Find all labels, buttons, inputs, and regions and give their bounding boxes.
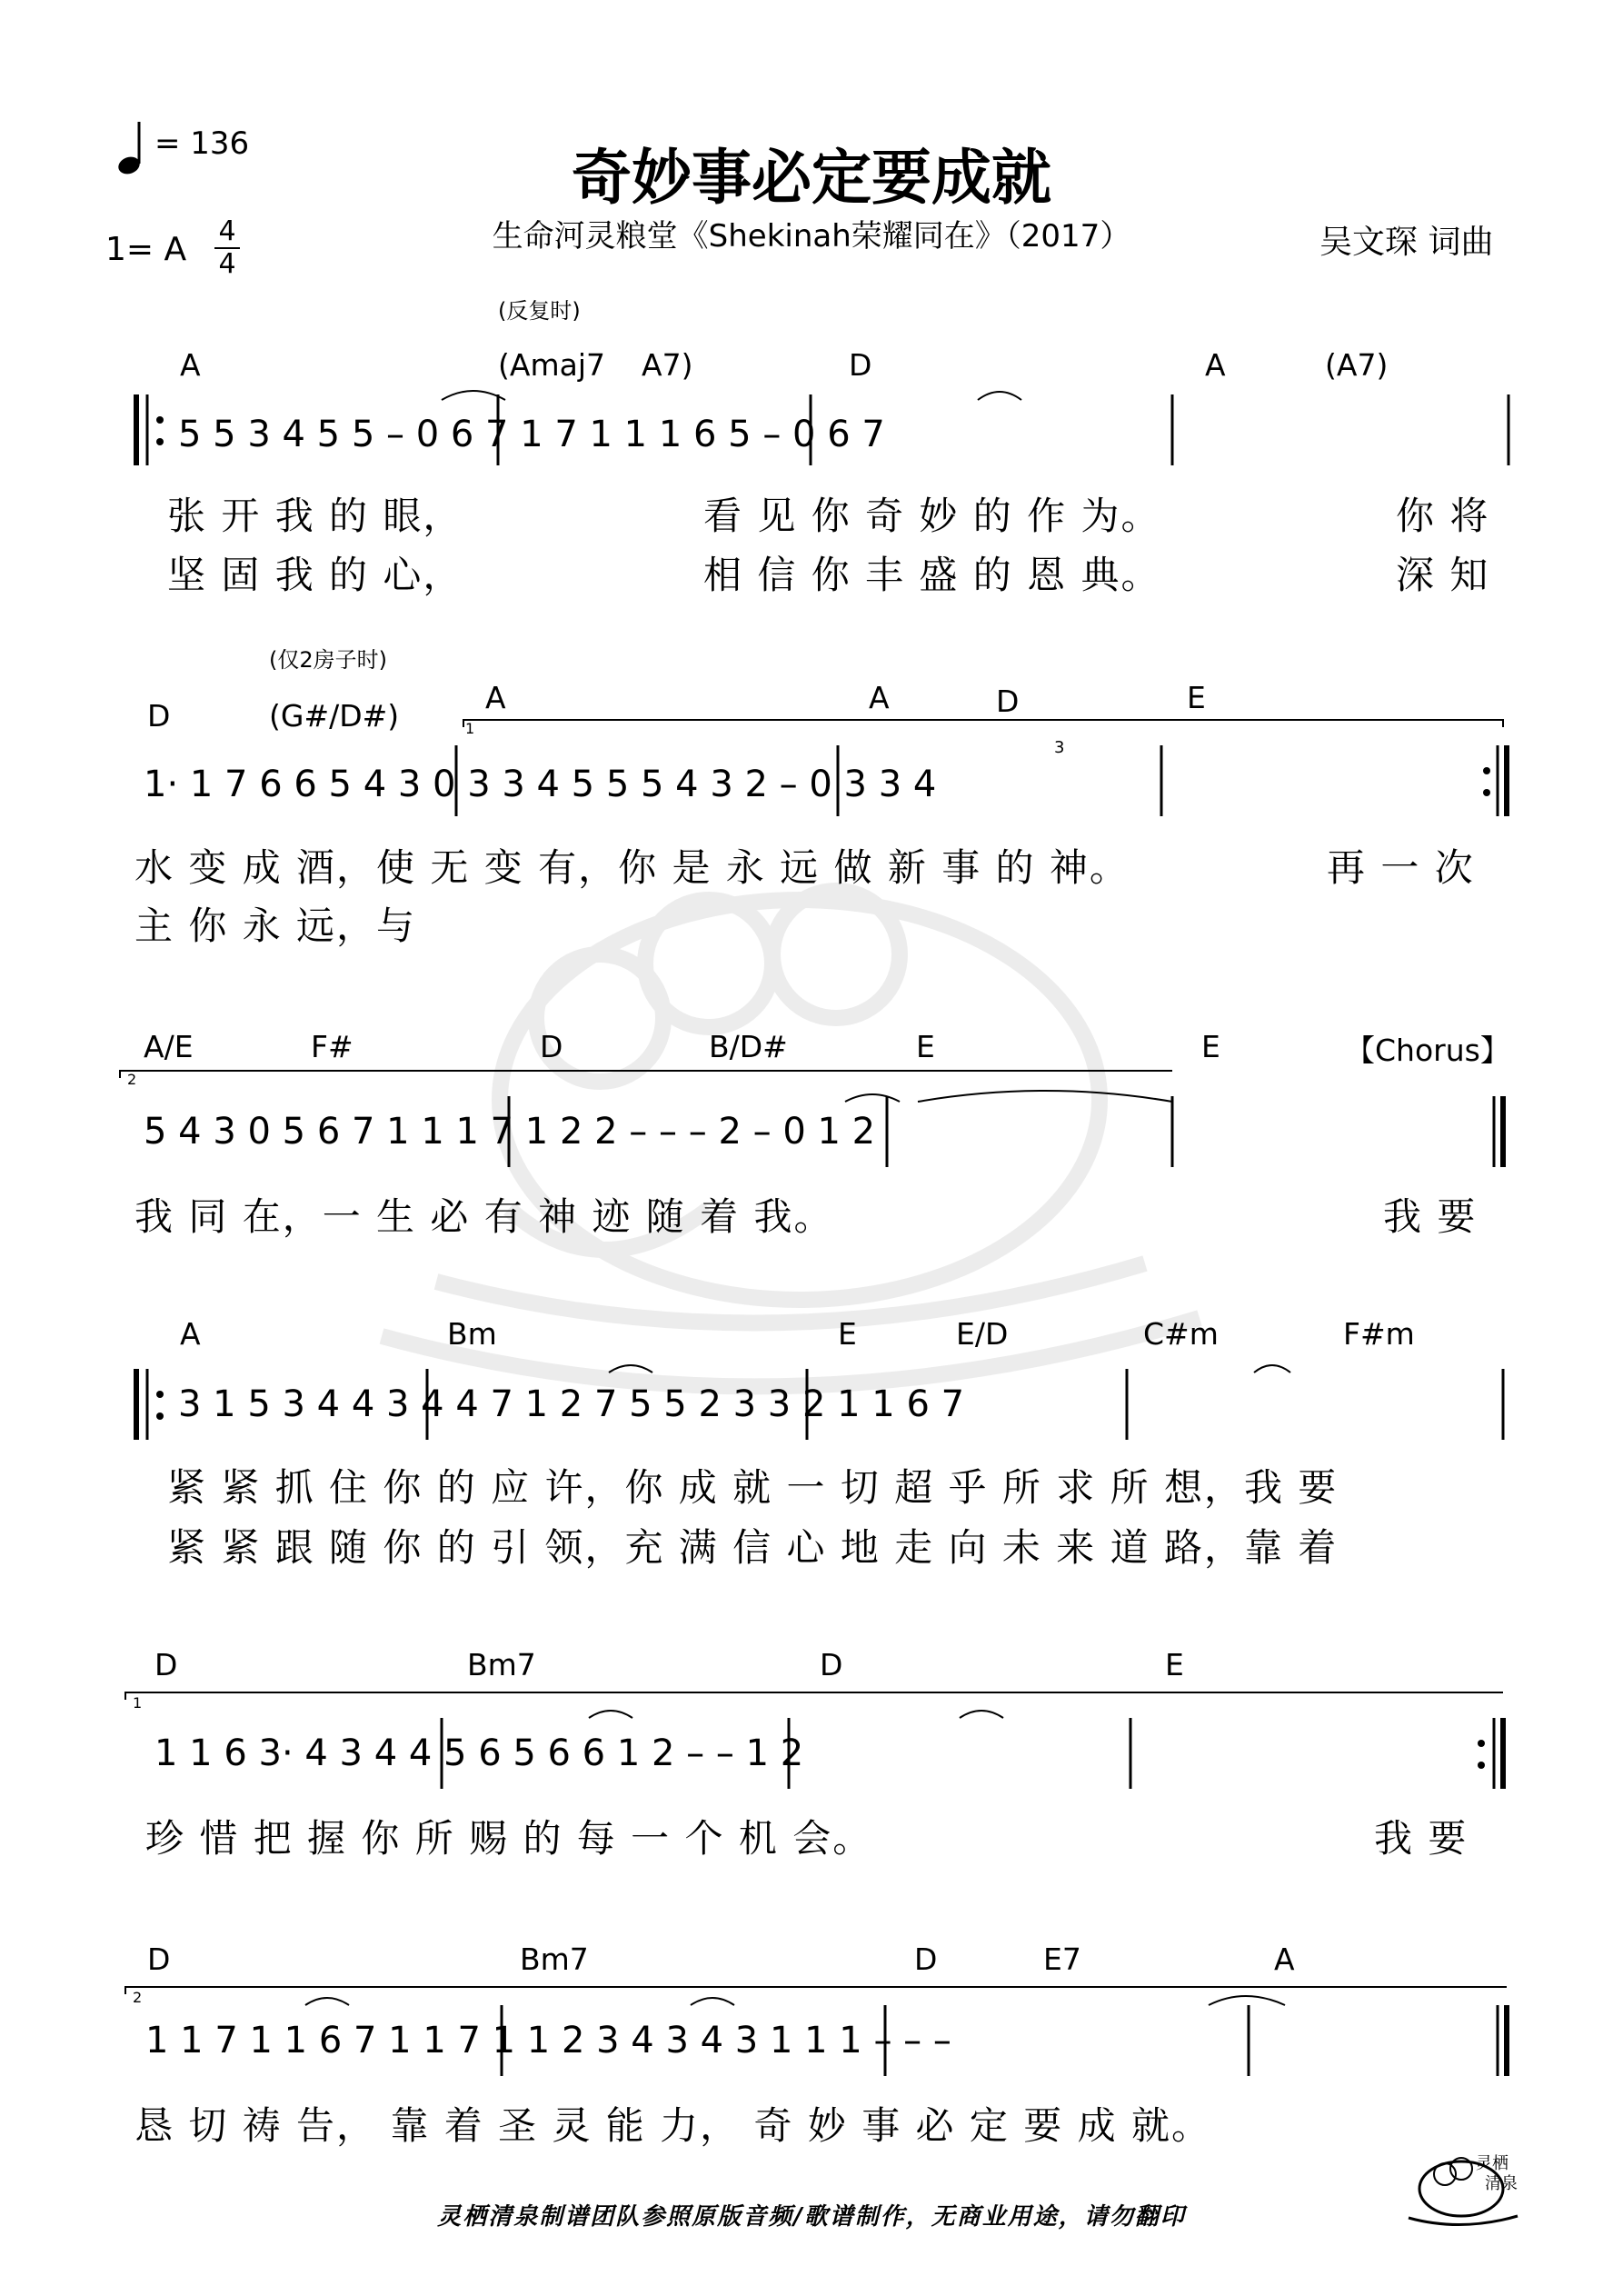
chord: B/D# <box>709 1029 788 1064</box>
logo-text-2: 清泉 <box>1485 2174 1518 2193</box>
chord: A <box>1274 1942 1295 1977</box>
page-title: 奇妙事必定要成就 <box>572 143 1051 213</box>
notes-line: 1 1 7 1 1 6 7 1 1 7 1 1 2 3 4 3 4 3 1 1 1 – – – <box>145 2020 951 2061</box>
volta-number: 2 <box>133 1989 143 2006</box>
chord: D <box>147 698 171 734</box>
lyrics-line: 主 你 永 远，与 <box>134 903 417 948</box>
chord: E <box>1165 1647 1184 1682</box>
footer-note: 灵栖清泉制谱团队参照原版音频/歌谱制作，无商业用途，请勿翻印 <box>437 2203 1186 2231</box>
chord: C#m <box>1143 1316 1219 1352</box>
section-label-chorus: 【Chorus】 <box>1345 1033 1510 1068</box>
time-top: 4 <box>218 215 236 247</box>
lyrics-line: 深 知 <box>1396 553 1490 597</box>
chord: F#m <box>1343 1316 1415 1352</box>
lyrics-line: 张 开 我 的 眼， <box>167 494 463 538</box>
notes-line: 3 1 5 3 4 4 3 4 4 7 1 2 7 5 5 2 3 3 2 1 1 6 7 <box>178 1383 965 1425</box>
lyrics-line: 相 信 你 丰 盛 的 恩 典。 <box>703 553 1161 597</box>
volta-number: 2 <box>127 1071 137 1088</box>
lyrics-line: 紧 紧 抓 住 你 的 应 许，你 成 就 一 切 超 乎 所 求 所 想，我 要 <box>167 1465 1339 1510</box>
key-signature: 1= A <box>105 231 187 268</box>
chord: A <box>1205 347 1226 383</box>
lyrics-line: 珍 惜 把 握 你 所 赐 的 每 一 个 机 会。 <box>145 1816 873 1861</box>
lyrics-line: 看 见 你 奇 妙 的 作 为。 <box>703 494 1161 538</box>
lamb-logo-icon <box>1390 2138 1527 2238</box>
lyrics-line: 水 变 成 酒，使 无 变 有，你 是 永 远 做 新 事 的 神。 <box>134 845 1130 890</box>
lyrics-line: 我 同 在，一 生 必 有 神 迹 随 着 我。 <box>134 1194 834 1239</box>
annotation: (仅2房子时) <box>269 647 387 673</box>
chord: F# <box>311 1029 353 1064</box>
chord: Bm7 <box>520 1942 589 1977</box>
chord: (A7) <box>1325 347 1389 383</box>
triplet-number: 3 <box>1054 738 1065 757</box>
lyrics-line: 再 一 次 <box>1327 845 1475 890</box>
chord: E <box>1201 1029 1220 1064</box>
tempo: = 136 <box>154 125 250 162</box>
chord: D <box>147 1942 171 1977</box>
chord: Bm7 <box>467 1647 536 1682</box>
chord: D <box>849 347 872 383</box>
chord: E/D <box>956 1316 1009 1352</box>
lyrics-line: 坚 固 我 的 心， <box>167 553 463 597</box>
lyrics-line: 紧 紧 跟 随 你 的 引 领，充 满 信 心 地 走 向 未 来 道 路，靠 着 <box>167 1525 1339 1570</box>
annotation: (反复时) <box>498 298 581 324</box>
chord: A <box>180 1316 201 1352</box>
chord: A7) <box>642 347 693 383</box>
time-bottom: 4 <box>214 247 240 280</box>
chord: A <box>869 680 890 715</box>
chord: D <box>154 1647 178 1682</box>
chord: E <box>1187 680 1206 715</box>
lyrics-line: 恳 切 祷 告， 靠 着 圣 灵 能 力， 奇 妙 事 必 定 要 成 就。 <box>134 2103 1211 2148</box>
chord: D <box>820 1647 843 1682</box>
chord: A <box>180 347 201 383</box>
chord: Bm <box>447 1316 497 1352</box>
notes-line: 1 1 6 3· 4 3 4 4 5 6 5 6 6 1 2 – – 1 2 <box>154 1732 804 1774</box>
composer: 吴文琛 词曲 <box>1319 224 1494 261</box>
chord: E <box>838 1316 857 1352</box>
lyrics-line: 我 要 <box>1374 1816 1469 1861</box>
volta-number: 1 <box>133 1694 143 1712</box>
subtitle: 生命河灵粮堂《Shekinah荣耀同在》（2017） <box>492 218 1131 255</box>
chord: D <box>540 1029 563 1064</box>
logo-text-1: 灵栖 <box>1476 2154 1508 2173</box>
notes-line: 1· 1 7 6 6 5 4 3 0 3 3 4 5 5 5 4 3 2 – 0 3 3 4 <box>144 764 937 805</box>
chord: D <box>914 1942 938 1977</box>
chord: A/E <box>144 1029 194 1064</box>
lyrics-line: 我 要 <box>1383 1194 1478 1239</box>
chord: E <box>916 1029 935 1064</box>
chord: (Amaj7 <box>498 347 605 383</box>
chord: (G#/D#) <box>269 698 400 734</box>
chord: D <box>996 684 1020 719</box>
chord: E7 <box>1043 1942 1081 1977</box>
notes-line: 5 5 3 4 5 5 – 0 6 7 1 7 1 1 1 6 5 – 0 6 7 <box>178 414 885 455</box>
chord: A <box>485 680 506 715</box>
lyrics-line: 你 将 <box>1396 494 1490 538</box>
volta-number: 1 <box>465 720 475 737</box>
notes-line: 5 4 3 0 5 6 7 1 1 1 7 1 2 2 – – – 2 – 0 1 2 <box>144 1111 876 1153</box>
